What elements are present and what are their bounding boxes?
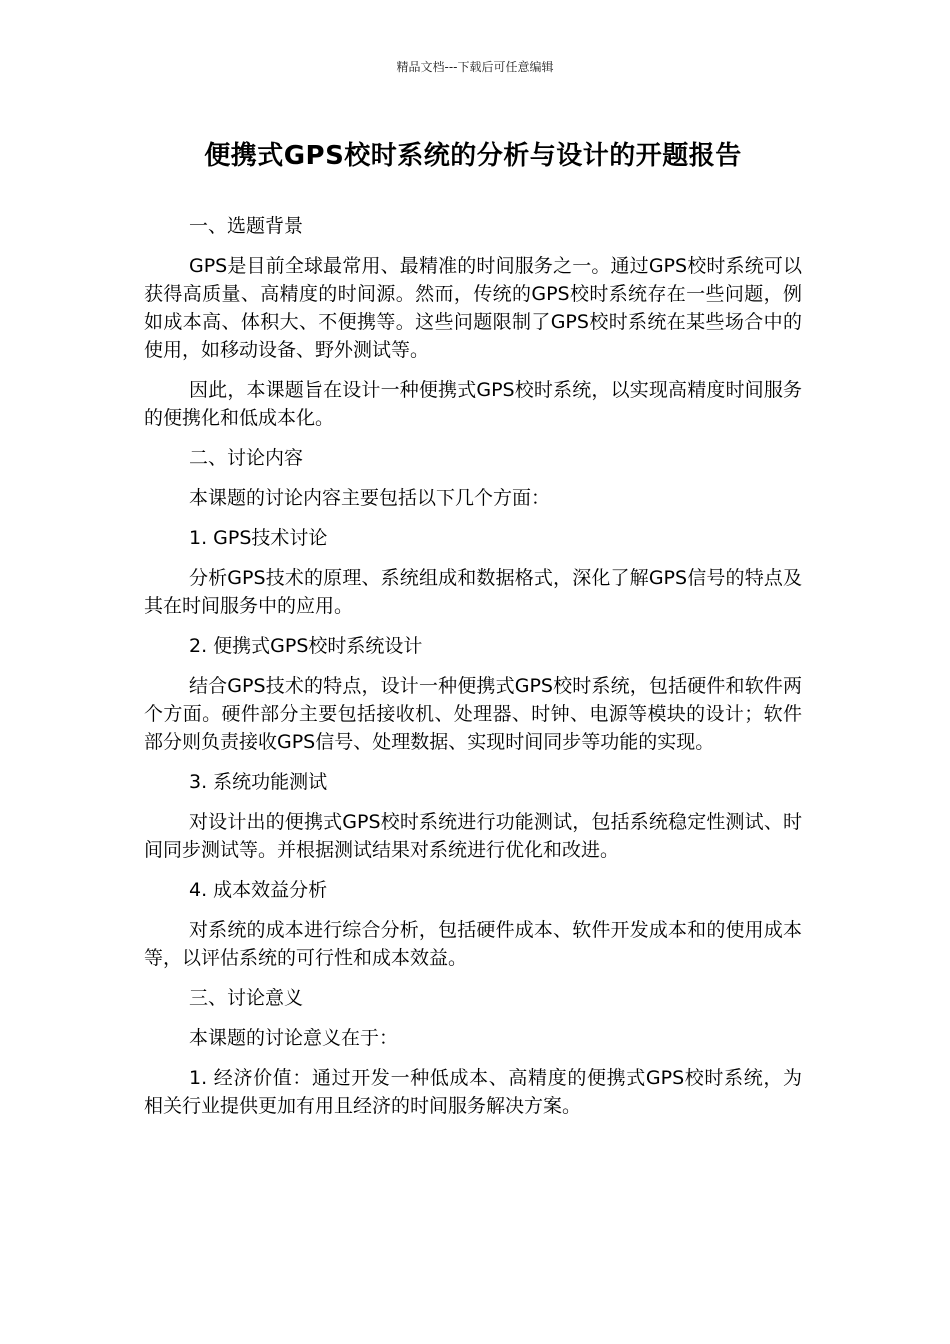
paragraph-significance-intro: 本课题的讨论意义在于： xyxy=(189,1027,399,1049)
subheading-gps-tech: 1. GPS技术讨论 xyxy=(189,527,328,549)
paragraph-function-test: 对设计出的便携式GPS校时系统进行功能测试，包括系统稳定性测试、时间同步测试等。并根据测试结果对系统进行优化和改进。 xyxy=(144,811,802,861)
paragraph-objective: 因此，本课题旨在设计一种便携式GPS校时系统，以实现高精度时间服务的便携化和低成本化。 xyxy=(144,379,802,429)
document-title: 便携式GPS校时系统的分析与设计的开题报告 xyxy=(204,141,742,171)
section-heading-content: 二、讨论内容 xyxy=(189,447,304,469)
paragraph-cost-analysis: 对系统的成本进行综合分析，包括硬件成本、软件开发成本和的使用成本等，以评估系统的可行性和成本效益。 xyxy=(144,919,802,969)
paragraph-system-design: 结合GPS技术的特点，设计一种便携式GPS校时系统，包括硬件和软件两个方面。硬件部分主要包括接收机、处理器、时钟、电源等模块的设计；软件部分则负责接收GPS信号、处理数据、实现时间同步等功能的实现。 xyxy=(144,675,802,753)
section-heading-background: 一、选题背景 xyxy=(189,215,304,237)
paragraph-gps-intro: GPS是目前全球最常用、最精准的时间服务之一。通过GPS校时系统可以获得高质量、高精度的时间源。然而，传统的GPS校时系统存在一些问题，例如成本高、体积大、不便携等。这些问题限制了GPS校时系统在某些场合中的使用，如移动设备、野外测试等。 xyxy=(144,255,802,361)
subheading-system-design: 2. 便携式GPS校时系统设计 xyxy=(189,635,423,657)
subheading-cost-analysis: 4. 成本效益分析 xyxy=(189,879,328,901)
paragraph-gps-tech: 分析GPS技术的原理、系统组成和数据格式，深化了解GPS信号的特点及其在时间服务中的应用。 xyxy=(144,567,802,617)
paragraph-content-intro: 本课题的讨论内容主要包括以下几个方面： xyxy=(189,487,551,509)
header-note: 精品文档---下载后可任意编辑 xyxy=(396,60,554,74)
paragraph-economic-value: 1. 经济价值：通过开发一种低成本、高精度的便携式GPS校时系统，为相关行业提供更加有用且经济的时间服务解决方案。 xyxy=(144,1067,802,1117)
section-heading-significance: 三、讨论意义 xyxy=(189,987,304,1009)
document-body xyxy=(144,212,802,1120)
subheading-function-test: 3. 系统功能测试 xyxy=(189,771,328,793)
